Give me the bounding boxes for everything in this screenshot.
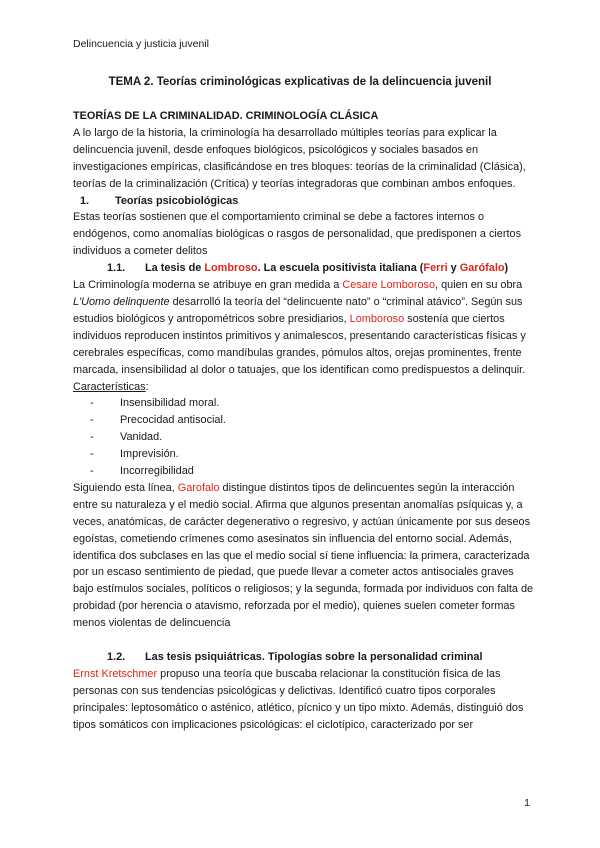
garofalo-paragraph [73, 480, 535, 632]
heading-1-2-title: Las tesis psiquiátricas. Tipologías sobre la personalidad criminal [145, 651, 483, 664]
list-item [73, 395, 535, 412]
text-run: Siguiendo esta línea, [73, 481, 178, 494]
name-garofalo: Garófalo [459, 262, 505, 275]
text-run: desarrolló la teoría del “delincuente nato” o “criminal atávico”. Según sus estudios biológicos y antropométricos sobre presidiarios, [73, 295, 523, 325]
lombroso-paragraph [73, 277, 535, 378]
heading-1-title: Teorías psicobiológicas [115, 194, 239, 207]
list-item-text: Imprevisión. [120, 448, 179, 461]
heading-1 [73, 193, 535, 210]
heading-1-2-number: 1.2. [107, 651, 126, 664]
list-item [73, 429, 535, 446]
list-item-text: Insensibilidad moral. [120, 397, 220, 410]
heading-1-1-number: 1.1. [107, 262, 126, 275]
heading-1-1-text: La tesis de [145, 262, 205, 275]
colon: : [145, 380, 149, 393]
list-item [73, 412, 535, 429]
dash-bullet: - [90, 397, 94, 410]
text-run: , quien en su obra [435, 279, 523, 292]
document-body [73, 108, 535, 734]
heading-1-number: 1. [80, 194, 90, 207]
text-run: distingue distintos tipos de delincuentes según la interacción entre su naturaleza y el medio social. Afirma que algunos presentan anomalías psíquicas y, a veces, anatómicas, de carácter degenerativo o regresivo, y actúan únicamente por sus deseos egoístas, cometiendo crímenes como asesinatos sin influencia del entorno social. Además, identifica dos subclases en las que el medio social sí tiene influencia: la primera, caracterizada por un escaso sentimiento de piedad, que puede llevar a cometer actos antisociales graves bajo estímulos sociales, políticos o religiosos; y la segunda, formada por individuos con falta de probidad (por herencia o atavismo, reforzada por el medio), quienes suelen cometer formas menos violentas de delincuencia [73, 481, 534, 630]
intro-paragraph: A lo largo de la historia, la criminología ha desarrollado múltiples teorías para explicar la delincuencia juvenil, desde enfoques biológicos, psicológicos y sociales basados en investigaciones empíricas, clasificándose en tres bloques: teorías de la criminalidad (Clásica), teorías de la criminalización (Crítica) y teorías integradoras que combinan ambos enfoques. [73, 126, 526, 190]
name-ferri: Ferri [423, 262, 448, 275]
characteristics-list [73, 395, 535, 480]
characteristics-label [73, 379, 535, 396]
dash-bullet: - [90, 414, 94, 427]
list-item-text: Precocidad antisocial. [120, 414, 226, 427]
text-run: La Criminología moderna se atribuye en gran medida a [73, 279, 343, 292]
name-lombroso: Lombroso [204, 262, 258, 275]
name-garofalo-inline: Garofalo [177, 481, 220, 494]
work-title: L'Uomo delinquente [73, 295, 170, 308]
spacer [73, 632, 535, 649]
heading-1-1-text: . La escuela positivista italiana ( [257, 262, 424, 275]
text-run: propuso una teoría que buscaba relacionar la constitución física de las personas con sus tendencias psicológicas y delictivas. Identificó cuatro tipos corporales principales: leptosomático o asténico, atlético, pícnico y un tipo mixto. Además, distinguió dos tipos somáticos con implicaciones psicológicas: el ciclotípico, caracterizado por ser [73, 668, 524, 731]
list-item-text: Vanidad. [120, 431, 163, 444]
running-header: Delincuencia y justicia juvenil [73, 38, 209, 50]
heading-1-1-text: y [447, 262, 460, 275]
kretschmer-paragraph [73, 666, 535, 734]
name-cesare-lomboroso: Cesare Lomboroso [342, 279, 436, 292]
heading-1-2 [73, 649, 535, 666]
name-kretschmer: Ernst Kretschmer [73, 668, 158, 680]
heading-1-1-text: ) [504, 262, 509, 275]
characteristics-label-text: Características [73, 380, 146, 393]
list-item [73, 463, 535, 480]
text-run: sostenía que ciertos individuos reproducen instintos primitivos y animalescos, presentando características físicas y cerebrales específicas, como mandíbulas grandes, pómulos altos, orejas prominentes, frente marcada, insensibilidad al dolor o tatuajes, que los identifican como predispuestos a delinquir. [73, 312, 526, 376]
dash-bullet: - [90, 465, 94, 478]
list-item [73, 446, 535, 463]
list-item-text: Incorregibilidad [120, 465, 194, 478]
section-heading: TEORÍAS DE LA CRIMINALIDAD. CRIMINOLOGÍA CLÁSICA [73, 110, 379, 122]
page-number: 1 [524, 797, 530, 809]
psychobiological-paragraph: Estas teorías sostienen que el comportamiento criminal se debe a factores internos o endógenos, como anomalías biológicas o rasgos de personalidad, que predisponen a ciertos individuos a cometer delitos [73, 211, 522, 258]
dash-bullet: - [90, 431, 94, 444]
page-title: TEMA 2. Teorías criminológicas explicativas de la delincuencia juvenil [108, 76, 492, 88]
name-lomboroso: Lomboroso [349, 312, 405, 325]
dash-bullet: - [90, 448, 94, 461]
heading-1-1 [73, 260, 535, 277]
